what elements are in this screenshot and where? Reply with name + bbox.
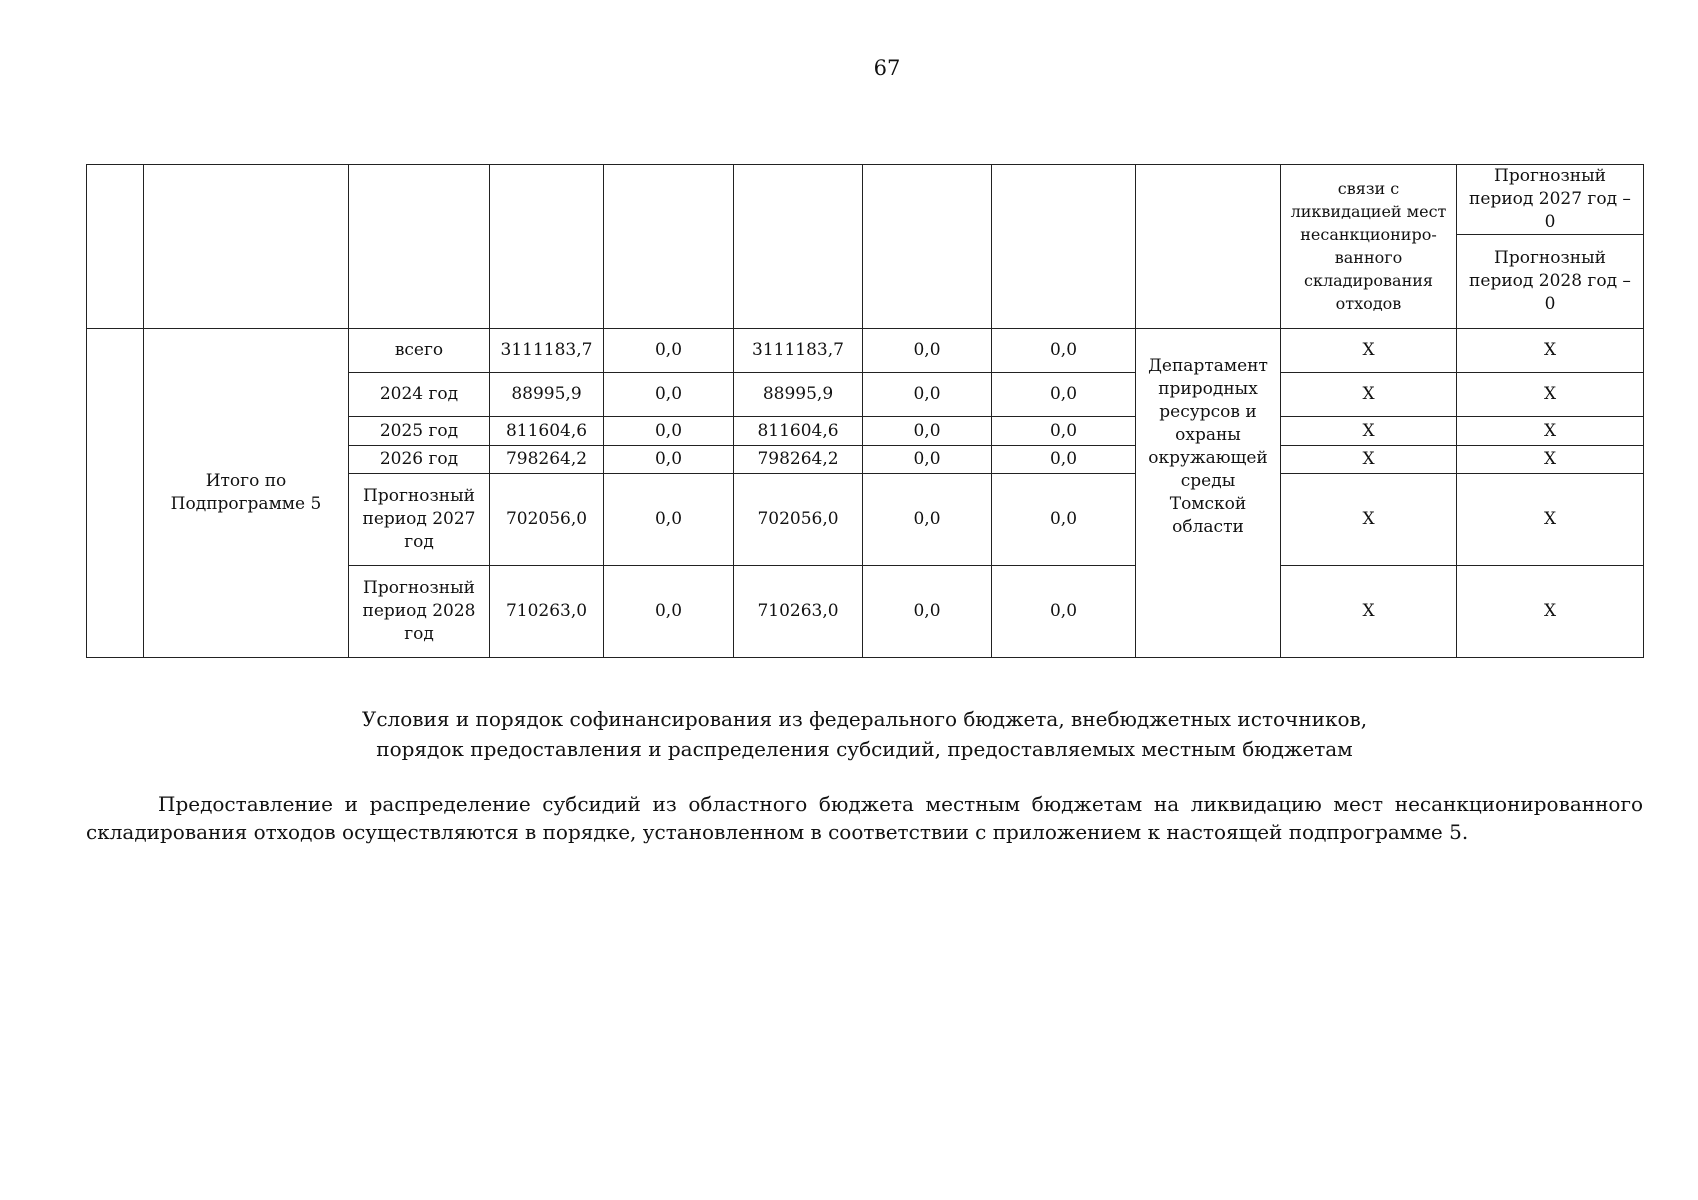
- indicator-cell: Х: [1281, 373, 1457, 417]
- indicator-cell: Х: [1281, 329, 1457, 373]
- section-heading-line: Условия и порядок софинансирования из федерального бюджета, внебюджетных источников,: [361, 707, 1368, 731]
- regional-cell: 88995,9: [734, 373, 863, 417]
- value-cell: Х: [1457, 446, 1644, 474]
- empty-cell: [144, 165, 349, 329]
- total-label-cell: [144, 329, 349, 658]
- total-cell: 3111183,7: [490, 329, 604, 373]
- indicator-cell: Х: [1281, 446, 1457, 474]
- section-heading: [86, 704, 1643, 764]
- total-cell: 88995,9: [490, 373, 604, 417]
- value-cell: Х: [1457, 329, 1644, 373]
- empty-cell: [490, 165, 604, 329]
- table-row: [87, 329, 1644, 373]
- total-cell: 710263,0: [490, 566, 604, 658]
- regional-cell: 710263,0: [734, 566, 863, 658]
- extrabudget-cell: 0,0: [992, 474, 1136, 566]
- indicator-description: связи с ликвидацией мест несанкциониро-ванного складирования отходов: [1290, 178, 1447, 313]
- total-label: Итого по Подпрограмме 5: [170, 471, 322, 514]
- federal-cell: 0,0: [604, 474, 734, 566]
- indicator-cell: Х: [1281, 566, 1457, 658]
- table-row: [87, 165, 1644, 235]
- responsible-executor: Департамент природных ресурсов и охраны окружающей среды Томской области: [1148, 356, 1268, 537]
- value-cell: Х: [1457, 566, 1644, 658]
- empty-cell: [87, 329, 144, 658]
- regional-cell: 702056,0: [734, 474, 863, 566]
- extrabudget-cell: 0,0: [992, 446, 1136, 474]
- regional-cell: 3111183,7: [734, 329, 863, 373]
- empty-cell: [87, 165, 144, 329]
- period-cell: 2024 год: [349, 373, 490, 417]
- local-cell: 0,0: [863, 417, 992, 446]
- forecast-2028-value: Прогнозный период 2028 год – 0: [1469, 248, 1631, 314]
- local-cell: 0,0: [863, 446, 992, 474]
- period-cell: Прогнозный период 2027 год: [349, 474, 490, 566]
- local-cell: 0,0: [863, 373, 992, 417]
- subprogram-budget-table: [86, 164, 1644, 658]
- period-cell: 2025 год: [349, 417, 490, 446]
- empty-cell: [992, 165, 1136, 329]
- period-cell: всего: [349, 329, 490, 373]
- section-heading-line: порядок предоставления и распределения субсидий, предоставляемых местным бюджетам: [376, 737, 1353, 761]
- indicator-cell: Х: [1281, 417, 1457, 446]
- total-cell: 702056,0: [490, 474, 604, 566]
- period-cell: Прогнозный период 2028 год: [349, 566, 490, 658]
- extrabudget-cell: 0,0: [992, 329, 1136, 373]
- federal-cell: 0,0: [604, 566, 734, 658]
- empty-cell: [604, 165, 734, 329]
- empty-cell: [1136, 165, 1281, 329]
- indicator-description-cell: [1281, 165, 1457, 329]
- empty-cell: [349, 165, 490, 329]
- federal-cell: 0,0: [604, 446, 734, 474]
- federal-cell: 0,0: [604, 373, 734, 417]
- forecast-2027-value: Прогнозный период 2027 год – 0: [1469, 166, 1631, 232]
- regional-cell: 811604,6: [734, 417, 863, 446]
- extrabudget-cell: 0,0: [992, 373, 1136, 417]
- value-cell: Х: [1457, 474, 1644, 566]
- body-paragraph: Предоставление и распределение субсидий из областного бюджета местным бюджетам на ликвидацию мест несанкционированного складирования отходов осуществляются в порядке, установленном в соответствии с приложением к настоящей подпрограмме 5.: [86, 792, 1643, 844]
- forecast-2028-cell: [1457, 235, 1644, 329]
- forecast-2027-cell: [1457, 165, 1644, 235]
- empty-cell: [863, 165, 992, 329]
- empty-cell: [734, 165, 863, 329]
- extrabudget-cell: 0,0: [992, 566, 1136, 658]
- total-cell: 811604,6: [490, 417, 604, 446]
- federal-cell: 0,0: [604, 329, 734, 373]
- value-cell: Х: [1457, 417, 1644, 446]
- value-cell: Х: [1457, 373, 1644, 417]
- period-cell: 2026 год: [349, 446, 490, 474]
- total-cell: 798264,2: [490, 446, 604, 474]
- federal-cell: 0,0: [604, 417, 734, 446]
- local-cell: 0,0: [863, 474, 992, 566]
- local-cell: 0,0: [863, 329, 992, 373]
- regional-cell: 798264,2: [734, 446, 863, 474]
- page-number: 67: [873, 56, 901, 80]
- responsible-cell: [1136, 329, 1281, 658]
- local-cell: 0,0: [863, 566, 992, 658]
- extrabudget-cell: 0,0: [992, 417, 1136, 446]
- indicator-cell: Х: [1281, 474, 1457, 566]
